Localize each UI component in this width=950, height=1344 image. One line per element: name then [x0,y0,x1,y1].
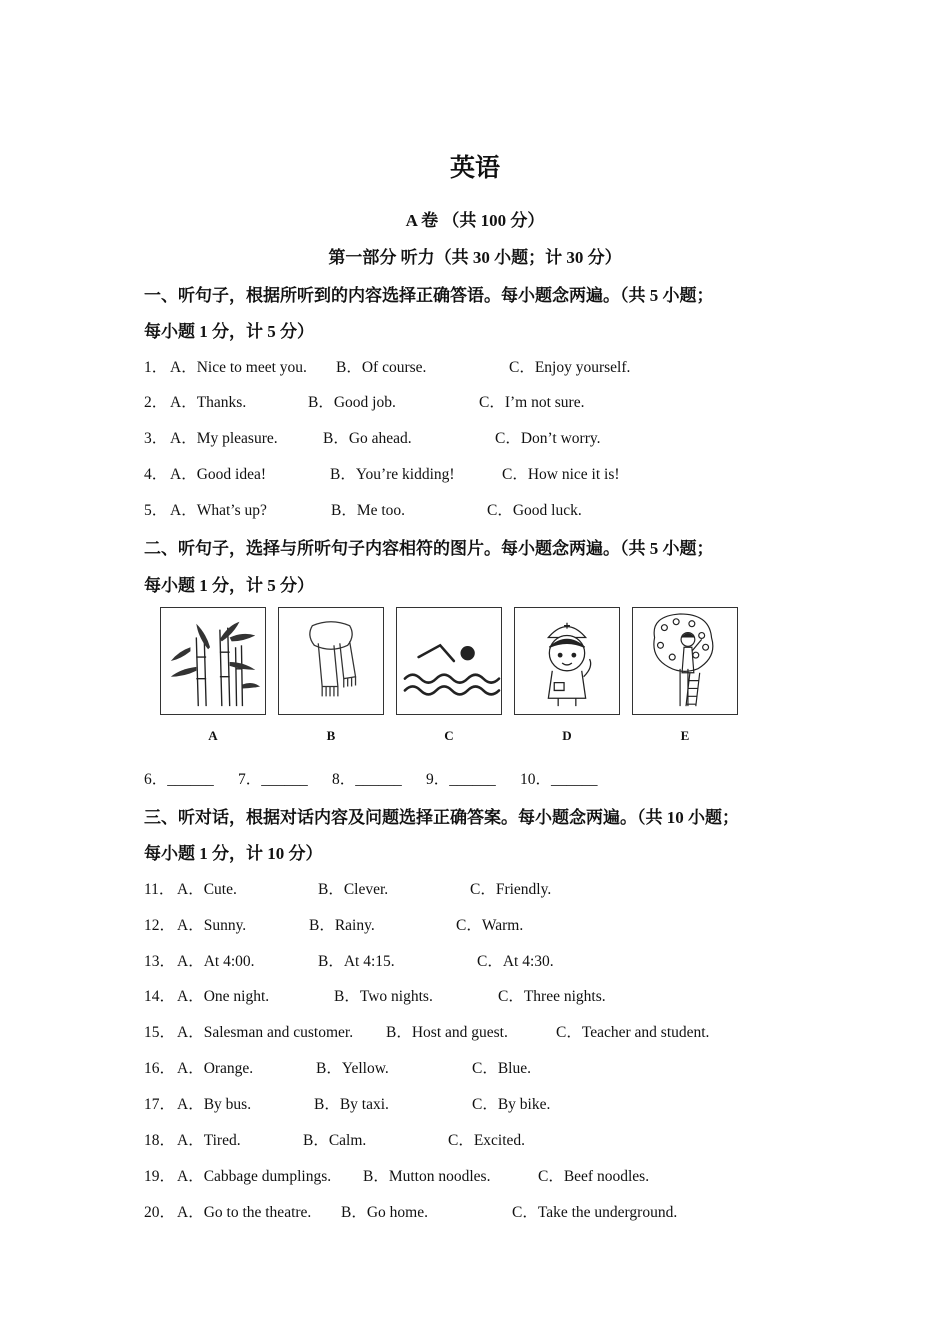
section3-heading-line2: 每小题 1 分，计 10 分） [144,844,323,863]
section2-heading-line1: 二、听句子，选择与所听句子内容相符的图片。每小题念两遍。（共 5 小题； [144,539,714,558]
picture-label: A [208,728,218,743]
answer-blank[interactable]: 7．______ [238,771,308,788]
answer-blank[interactable]: 10．______ [520,771,598,788]
picture-label: E [680,728,690,743]
bamboo-icon [160,607,266,715]
section3-heading-line1: 三、听对话，根据对话内容及问题选择正确答案。每小题念两遍。（共 10 小题； [144,808,739,827]
nurse-icon [514,607,620,715]
picture-label: D [562,728,572,743]
answer-blank[interactable]: 6．______ [144,771,214,788]
section1-heading-line2: 每小题 1 分，计 5 分） [144,322,314,341]
apple-picking-icon [632,607,738,715]
section2-heading-line2: 每小题 1 分，计 5 分） [144,576,314,595]
swimming-icon [396,607,502,715]
answer-blank[interactable]: 8．______ [332,771,402,788]
scarf-icon [278,607,384,715]
picture-label: C [444,728,454,743]
page-title: 英语 [449,155,500,182]
answer-blank[interactable]: 9．______ [426,771,496,788]
paper-a-heading: A 卷 （共 100 分） [405,211,545,230]
section1-heading-line1: 一、听句子，根据所听到的内容选择正确答语。每小题念两遍。（共 5 小题； [144,286,714,305]
picture-label: B [326,728,336,743]
part1-heading: 第一部分 听力（共 30 小题；计 30 分） [328,248,622,267]
